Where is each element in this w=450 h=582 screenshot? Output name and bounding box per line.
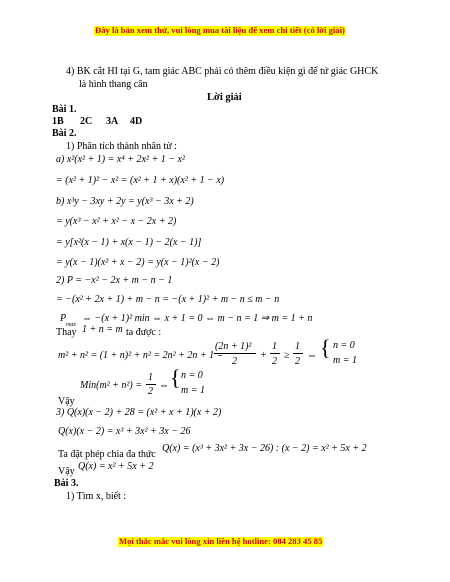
thay-label: Thay [56, 327, 77, 338]
frac2-den: 2 [272, 356, 277, 367]
left-brace-1: { [320, 335, 331, 360]
math-line-p1: 2) P = −x² − 2x + m − n − 1 [56, 275, 173, 286]
bai1-answer-4: 4D [130, 116, 143, 127]
bai2-step1: 1) Phân tích thành nhân tử : [66, 141, 177, 152]
frac1-num: (2n + 1)² [215, 341, 252, 352]
bai1-answer-3: 3A [106, 116, 119, 127]
p-symbol: P [60, 313, 67, 324]
math-line-b2: = y(x³ − x² + x² − x − 2x + 2) [56, 216, 177, 227]
math-line-p2: = −(x² + 2x + 1) + m − n = −(x + 1)² + m − n ≤ m − n [56, 294, 280, 305]
vay-label-1: Vậy [58, 396, 75, 407]
frac2-bar [270, 353, 280, 354]
bai1-answer-1: 1B [52, 116, 64, 127]
frac3-num: 1 [295, 341, 300, 352]
thay-result: ta được : [126, 327, 162, 338]
division-label: Ta đặt phép chia đa thức [58, 449, 156, 460]
frac2-num: 1 [272, 341, 277, 352]
bai3-title: Bài 3. [54, 478, 79, 489]
math-line-b1: b) x³y − 3xy + 2y = y(x³ − 3x + 2) [56, 196, 194, 207]
math-line-a1: a) x²(x² + 1) = x⁴ + 2x² + 1 − x² [56, 154, 185, 165]
frac3-bar [293, 353, 303, 354]
system2-line1: n = 0 [181, 370, 203, 381]
bai2-title: Bài 2. [52, 128, 77, 139]
thay-expr: 1 + n = m [82, 324, 123, 335]
math-line-a2: = (x² + 1)² − x² = (x² + 1 + x)(x² + 1 − x) [56, 175, 225, 186]
math-line-mn1: m² + n² = (1 + n)² + n² = 2n² + 2n + 1 = [58, 350, 224, 361]
geq-sign: ≥ [284, 350, 290, 361]
bai1-title: Bài 1. [52, 104, 77, 115]
min-frac-num: 1 [148, 372, 153, 383]
min-frac-den: 2 [148, 386, 153, 397]
footer-banner: Mọi thắc mắc vui lòng xin liên hệ hotline: 084 283 45 85 [119, 536, 323, 546]
min-frac-bar [146, 384, 156, 385]
min-expr: Min(m² + n²) = [80, 380, 142, 391]
bai1-answer-2: 2C [80, 116, 93, 127]
math-line-b4: = y(x − 1)(x² + x − 2) = y(x − 1)²(x − 2) [56, 257, 220, 268]
equiv-sign-2: ⇔ [159, 380, 169, 391]
equiv-sign-1: ⇔ [307, 350, 317, 361]
left-brace-2: { [170, 365, 181, 390]
system2-line2: m = 1 [181, 385, 205, 396]
question-4-line2: là hình thang cân [79, 79, 148, 90]
p-max-subscript: max [66, 322, 76, 328]
math-line-b3: = y[x²(x − 1) + x(x − 1) − 2(x − 1)] [56, 237, 202, 248]
vay-label-2: Vậy [58, 466, 75, 477]
math-line-q4: Q(x) = x² + 5x + 2 [78, 461, 154, 472]
math-line-q3: Q(x) = (x³ + 3x² + 3x − 26) : (x − 2) = x² + 5x + 2 [162, 443, 367, 454]
header-banner: Đây là bản xem thử, vui lòng mua tài liệu để xem chi tiết (có lời giải) [95, 25, 345, 35]
math-line-q2: Q(x)(x − 2) = x³ + 3x² + 3x − 26 [58, 426, 191, 437]
solution-title: Lời giải [207, 92, 242, 103]
math-line-p3: ⇔ −(x + 1)² min ⇔ x + 1 = 0 ⇔ m − n = 1 ⇒ m = 1 + n [82, 313, 313, 324]
question-4-line1: 4) BK cắt HI tại G, tam giác ABC phải có thêm điều kiện gì để tứ giác GHCK [66, 66, 379, 77]
frac1-bar [214, 353, 256, 354]
plus-sign: + [260, 350, 267, 361]
frac1-den: 2 [232, 356, 237, 367]
bai3-step1: 1) Tìm x, biết : [66, 491, 127, 502]
frac3-den: 2 [295, 356, 300, 367]
system1-line2: m = 1 [333, 355, 357, 366]
system1-line1: n = 0 [333, 340, 355, 351]
math-line-q1: 3) Q(x)(x − 2) + 28 = (x² + x + 1)(x + 2) [56, 407, 222, 418]
